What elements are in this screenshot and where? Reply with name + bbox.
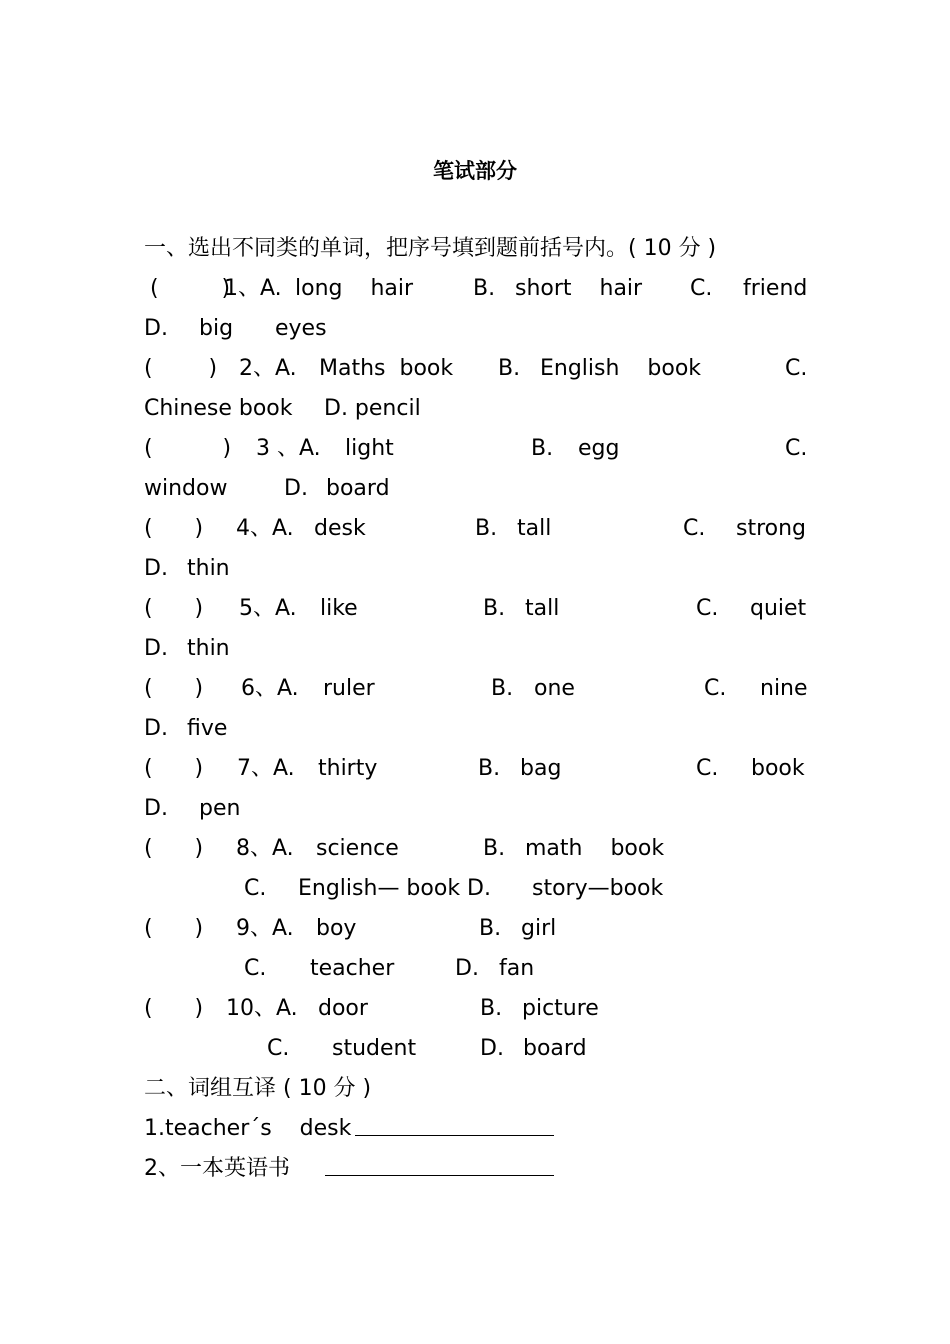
question-number: 10、A. (226, 996, 298, 1021)
translation-prompt: 1.teacher´s desk (144, 1116, 352, 1141)
option-d-label: D. (144, 796, 168, 821)
option-c: friend (743, 276, 808, 301)
option-a: desk (314, 516, 366, 541)
answer-paren: ( ) (150, 276, 231, 301)
option-b: bag (520, 756, 562, 781)
answer-paren: ( ) (144, 596, 204, 621)
option-c: teacher (310, 956, 395, 981)
option-d: thin (187, 556, 230, 581)
answer-paren: ( ) (144, 996, 204, 1021)
option-b-label: B. (483, 596, 506, 621)
option-d-label: D. (144, 636, 168, 661)
option-a: science (316, 836, 399, 861)
question-5-line2 (144, 629, 806, 669)
option-d-label: D. (144, 316, 168, 341)
option-c: strong (736, 516, 807, 541)
option-c-label: C. (696, 596, 719, 621)
option-b-label: B. (491, 676, 514, 701)
question-4-line1 (144, 509, 806, 549)
option-b: picture (522, 996, 599, 1021)
question-number: 2、A. (239, 356, 297, 381)
question-number: 7、A. (237, 756, 295, 781)
option-d-label: D. (480, 1036, 504, 1061)
option-c-label: C. (267, 1036, 290, 1061)
question-number: 6、A. (241, 676, 299, 701)
option-d: five (187, 716, 228, 741)
question-3-line1 (144, 429, 806, 469)
option-b: one (534, 676, 575, 701)
translation-2 (144, 1149, 806, 1189)
question-4-line2 (144, 549, 806, 589)
question-6-line1 (144, 669, 806, 709)
option-a: boy (316, 916, 357, 941)
question-9-line1 (144, 909, 806, 949)
question-number: 5、A. (239, 596, 297, 621)
section2-heading-text: 二、词组互译 ( 10 分 ) (144, 1076, 372, 1101)
answer-paren: ( ) (144, 516, 204, 541)
option-c-label: C. (785, 356, 808, 381)
question-8-line2 (144, 869, 806, 909)
question-2-line1 (144, 349, 806, 389)
question-9-line2 (144, 949, 806, 989)
question-10-line2 (144, 1029, 806, 1069)
option-b-label: B. (480, 996, 503, 1021)
question-number: 9、A. (236, 916, 294, 941)
page-title: 笔试部分 (433, 159, 517, 183)
section2-heading (144, 1069, 806, 1109)
section1-heading (144, 229, 806, 269)
option-a: door (318, 996, 368, 1021)
option-c: window (144, 476, 228, 501)
option-b-label: B. (473, 276, 496, 301)
option-d-label: D. (144, 716, 168, 741)
answer-paren: ( ) (144, 436, 232, 461)
option-d-label: D. (144, 556, 168, 581)
translation-1 (144, 1109, 806, 1149)
question-number: 1、A. (224, 276, 282, 301)
translation-prompt: 2、一本英语书 (144, 1156, 290, 1181)
question-1-line2 (144, 309, 806, 349)
option-a: thirty (318, 756, 378, 781)
option-a: like (320, 596, 358, 621)
option-a: Maths book (319, 356, 454, 381)
option-d: big eyes (199, 316, 327, 341)
answer-paren: ( ) (144, 676, 204, 701)
option-b: tall (525, 596, 560, 621)
option-c: English— book D. (298, 876, 491, 901)
option-b: math book (525, 836, 665, 861)
option-c: quiet (750, 596, 807, 621)
option-a: ruler (323, 676, 375, 701)
answer-paren: ( ) (144, 756, 204, 781)
option-b-label: B. (531, 436, 554, 461)
answer-paren: ( ) (144, 836, 204, 861)
option-a: light (345, 436, 394, 461)
option-d: pen (199, 796, 241, 821)
option-b: egg (578, 436, 620, 461)
option-b: girl (521, 916, 557, 941)
option-d-label: D. (455, 956, 479, 981)
option-b: English book (540, 356, 702, 381)
option-b-label: B. (483, 836, 506, 861)
question-number: 4、A. (236, 516, 294, 541)
question-3-line2 (144, 469, 806, 509)
option-b-label: B. (475, 516, 498, 541)
answer-blank[interactable] (325, 1149, 554, 1189)
option-b-label: B. (498, 356, 521, 381)
question-6-line2 (144, 709, 806, 749)
option-d: board (523, 1036, 587, 1061)
question-7-line2 (144, 789, 806, 829)
option-c-label: C. (244, 876, 267, 901)
question-number: 3 、A. (256, 436, 321, 461)
option-c-label: C. (785, 436, 808, 461)
option-c-label: C. (244, 956, 267, 981)
option-c: student (332, 1036, 417, 1061)
option-c: book (751, 756, 805, 781)
option-c-label: C. (690, 276, 713, 301)
option-d: D. pencil (324, 396, 421, 421)
option-d: thin (187, 636, 230, 661)
option-d: board (326, 476, 390, 501)
answer-blank[interactable] (355, 1109, 554, 1149)
option-b: short hair (515, 276, 643, 301)
option-d: fan (499, 956, 535, 981)
option-a: long hair (295, 276, 414, 301)
option-b: tall (517, 516, 552, 541)
option-c-label: C. (696, 756, 719, 781)
option-b-label: B. (478, 756, 501, 781)
question-number: 8、A. (236, 836, 294, 861)
answer-paren: ( ) (144, 916, 204, 941)
question-5-line1 (144, 589, 806, 629)
option-c-label: C. (683, 516, 706, 541)
option-d-label: D. (284, 476, 308, 501)
question-10-line1 (144, 989, 806, 1029)
question-8-line1 (144, 829, 806, 869)
option-c: nine (760, 676, 808, 701)
option-b-label: B. (479, 916, 502, 941)
section1-heading-text: 一、选出不同类的单词，把序号填到题前括号内。( 10 分 ) (144, 236, 717, 261)
option-c: Chinese book (144, 396, 293, 421)
answer-paren: ( ) (144, 356, 218, 381)
question-7-line1 (144, 749, 806, 789)
question-1-line1 (144, 269, 806, 309)
option-c-label: C. (704, 676, 727, 701)
option-d: story—book (532, 876, 664, 901)
question-2-line2 (144, 389, 806, 429)
